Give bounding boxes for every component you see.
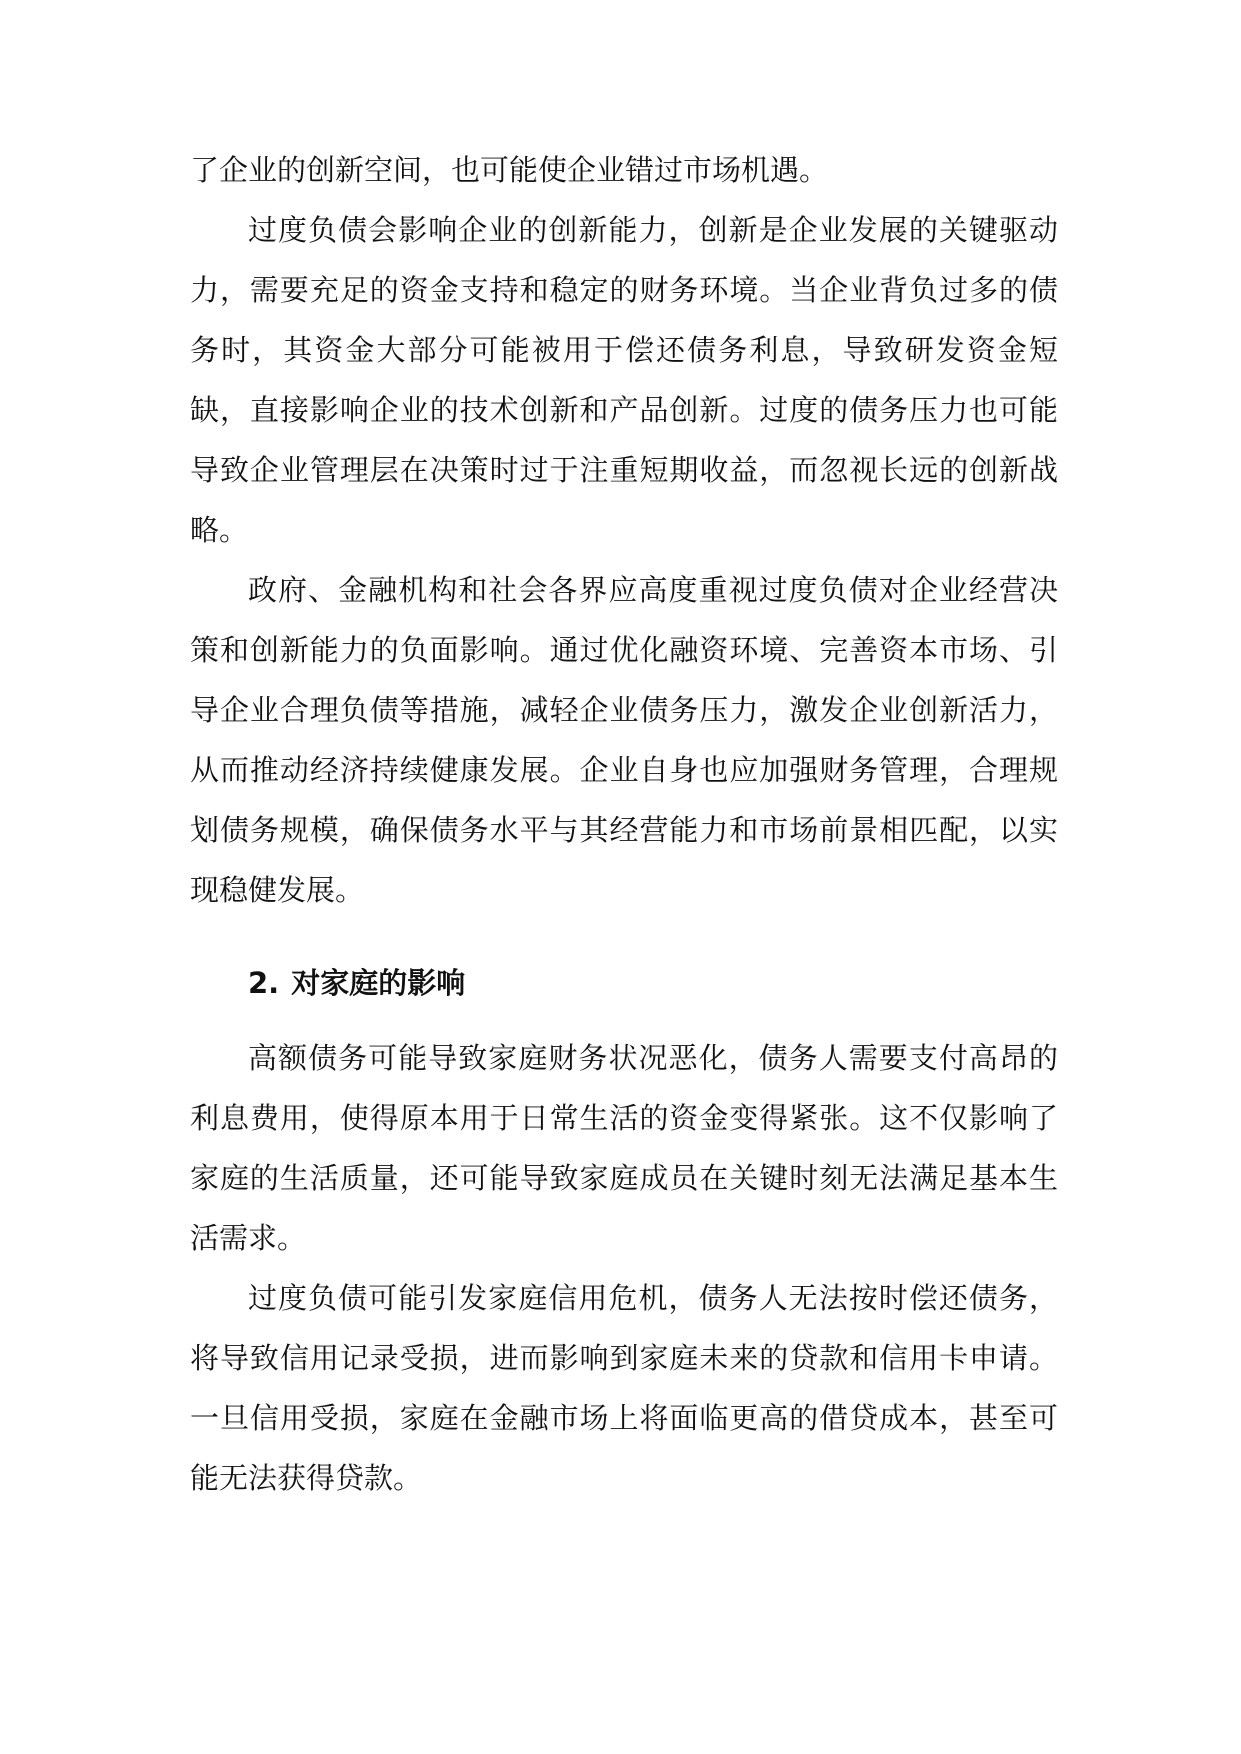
section-number: 2. [248,966,280,1000]
section-heading [190,953,1058,1013]
section-title: 对家庭的影响 [291,966,466,1000]
paragraph-household-finance: 高额债务可能导致家庭财务状况恶化，债务人需要支付高昂的利息费用，使得原本用于日常生活的资金变得紧张。这不仅影响了家庭的生活质量，还可能导致家庭成员在关键时刻无法满足基本生活需求。 [190,1041,1058,1255]
paragraph-continuation: 了企业的创新空间，也可能使企业错过市场机遇。 [190,153,829,187]
paragraph-credit-crisis: 过度负债可能引发家庭信用危机，债务人无法按时偿还债务，将导致信用记录受损，进而影响到家庭未来的贷款和信用卡申请。一旦信用受损，家庭在金融市场上将面临更高的借贷成本，甚至可能无法获得贷款。 [190,1281,1058,1495]
document-body [190,140,1058,1508]
paragraph-policy-recommendation: 政府、金融机构和社会各界应高度重视过度负债对企业经营决策和创新能力的负面影响。通过优化融资环境、完善资本市场、引导企业合理负债等措施，减轻企业债务压力，激发企业创新活力，从而推动经济持续健康发展。企业自身也应加强财务管理，合理规划债务规模，确保债务水平与其经营能力和市场前景相匹配，以实现稳健发展。 [190,573,1058,907]
paragraph-innovation-impact: 过度负债会影响企业的创新能力，创新是企业发展的关键驱动力，需要充足的资金支持和稳定的财务环境。当企业背负过多的债务时，其资金大部分可能被用于偿还债务利息，导致研发资金短缺，直接影响企业的技术创新和产品创新。过度的债务压力也可能导致企业管理层在决策时过于注重短期收益，而忽视长远的创新战略。 [190,213,1058,547]
